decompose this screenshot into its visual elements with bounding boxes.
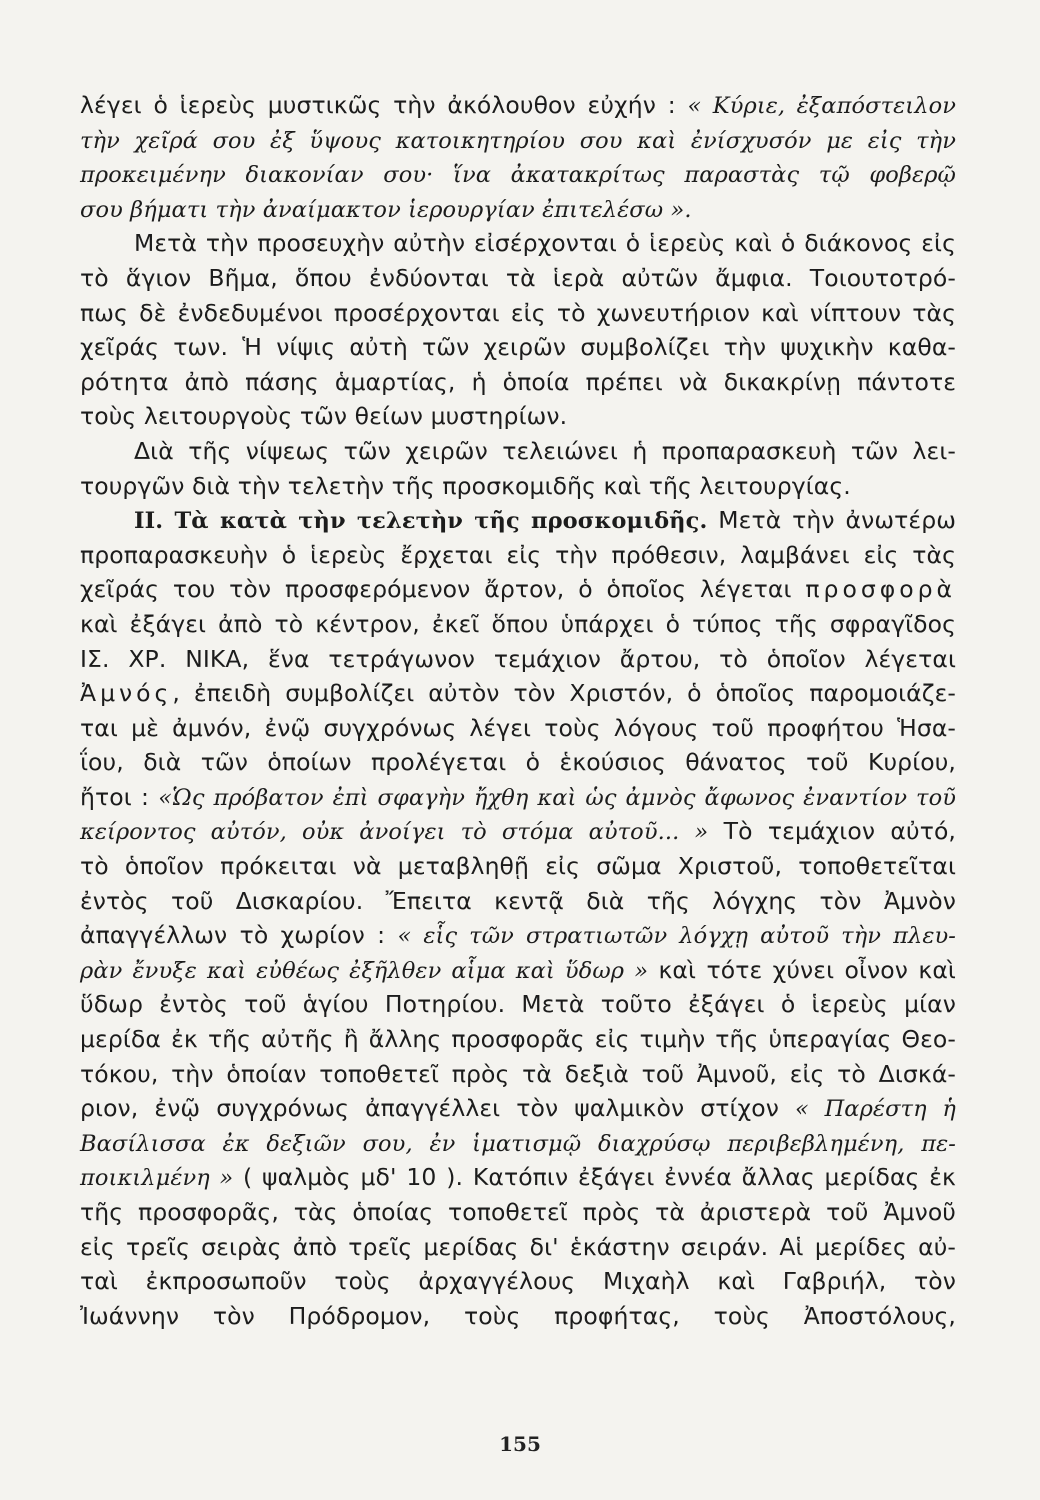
text-segment: Τὸ τεμάχιον αὐτό, <box>708 817 956 846</box>
text-line <box>80 1264 956 1299</box>
quotation-text: κείροντος αὐτόν, οὐκ ἀνοίγει τὸ στόμα αὐτοῦ... » <box>80 819 709 846</box>
text-segment: ριον, ἐνῷ συγχρόνως ἀπαγγέλλει τὸν ψαλμικὸν στίχον <box>80 1094 795 1123</box>
text-segment: Μετὰ τὴν ἀνωτέρω <box>707 506 956 535</box>
text-line <box>80 538 956 573</box>
body-text <box>80 88 956 1333</box>
text-line <box>80 884 956 919</box>
text-line <box>80 642 956 677</box>
text-segment: τουργῶν διὰ τὴν τελετὴν τῆς προσκομιδῆς καὶ τῆς λειτουργίας. <box>80 471 851 500</box>
section-heading: ΙΙ. Τὰ κατὰ τὴν τελετὴν τῆς προσκομιδῆς. <box>134 508 708 535</box>
text-segment: ται μὲ ἀμνόν, ἐνῷ συγχρόνως λέγει τοὺς λόγους τοῦ προφήτου Ἡσα- <box>80 713 956 742</box>
quotation-text: Βασίλισσα ἐκ δεξιῶν σου, ἐν ἱματισμῷ διαχρύσῳ περιβεβλημένη, πε- <box>80 1130 956 1157</box>
quotation-text: « Παρέστη ἡ <box>794 1096 957 1123</box>
text-segment: προπαρασκευὴν ὁ ἱερεὺς ἔρχεται εἰς τὴν πρόθεσιν, λαμβάνει εἰς τὰς <box>80 540 956 569</box>
quotation-text: « Κύριε, ἐξαπόστειλον <box>687 93 956 119</box>
quotation-text: « εἷς τῶν στρατιωτῶν λόγχῃ αὐτοῦ τὴν πλευ- <box>397 923 956 950</box>
text-segment: εἰς τρεῖς σειρὰς ἀπὸ τρεῖς μερίδας δι' ἑκάστην σειράν. Αἱ μερίδες αὐ- <box>80 1232 956 1261</box>
text-line <box>80 296 956 331</box>
text-segment: χεῖράς του τὸν προσφερόμενον ἄρτον, ὁ ὁποῖος λέγεται <box>80 575 806 604</box>
quotation-text: προκειμένην διακονίαν σου· ἵνα ἀκατακρίτως παραστὰς τῷ φοβερῷ <box>80 162 956 189</box>
text-segment: τὸ ὁποῖον πρόκειται νὰ μεταβληθῇ εἰς σῶμα Χριστοῦ, τοποθετεῖται <box>80 852 956 881</box>
text-line <box>80 918 956 953</box>
text-line <box>80 503 956 538</box>
text-line <box>80 469 956 504</box>
quotation-text: ποικιλμένη » <box>80 1165 234 1192</box>
text-segment: μερίδα ἐκ τῆς αὐτῆς ἢ ἄλλης προσφορᾶς εἰς τιμὴν τῆς ὑπεραγίας Θεο- <box>80 1025 956 1054</box>
text-segment: ὕδωρ ἐντὸς τοῦ ἁγίου Ποτηρίου. Μετὰ τοῦτο ἐξάγει ὁ ἱερεὺς μίαν <box>80 990 956 1019</box>
text-line <box>80 987 956 1022</box>
text-line <box>80 330 956 365</box>
text-line <box>80 953 956 988</box>
text-segment: καὶ τότε χύνει οἶνον καὶ <box>648 955 956 984</box>
text-segment: ΙΣ. ΧΡ. ΝΙΚΑ, ἕνα τετράγωνον τεμάχιον ἄρτου, τὸ ὁποῖον λέγεται <box>80 644 956 673</box>
text-line <box>80 1195 956 1230</box>
text-segment: ἤτοι : <box>80 782 159 811</box>
quotation-text: «Ὡς πρόβατον ἐπὶ σφαγὴν ἤχθη καὶ ὡς ἀμνὸς ἄφωνος ἐναντίον τοῦ <box>158 784 956 811</box>
text-segment: ταὶ ἐκπροσωποῦν τοὺς ἀρχαγγέλους Μιχαὴλ καὶ Γαβριήλ, τὸν <box>80 1267 956 1296</box>
text-segment: , ἐπειδὴ συμβολίζει αὐτὸν τὸν Χριστόν, ὁ ὁποῖος παρομοιάζε- <box>172 679 956 708</box>
text-line <box>80 365 956 400</box>
text-line <box>80 1091 956 1126</box>
text-line <box>80 192 956 227</box>
text-segment: προσφορὰ <box>805 575 956 604</box>
text-segment: Ἀμνός <box>80 679 173 708</box>
text-line <box>80 711 956 746</box>
text-segment: χεῖράς των. Ἡ νίψις αὐτὴ τῶν χειρῶν συμβολίζει τὴν ψυχικὴν καθα- <box>80 333 956 362</box>
text-line <box>80 1230 956 1265</box>
quotation-text: ρὰν ἔνυξε καὶ εὐθέως ἐξῆλθεν αἷμα καὶ ὕδωρ » <box>80 957 649 984</box>
text-segment: Διὰ τῆς νίψεως τῶν χειρῶν τελειώνει ἡ προπαρασκευὴ τῶν λει- <box>134 436 956 465</box>
quotation-text: σου βήματι τὴν ἀναίμακτον ἱερουργίαν ἐπιτελέσω ». <box>80 196 692 223</box>
text-line <box>80 434 956 469</box>
text-line <box>80 849 956 884</box>
text-segment: καὶ ἐξάγει ἀπὸ τὸ κέντρον, ἐκεῖ ὅπου ὑπάρχει ὁ τύπος τῆς σφραγῖδος <box>80 609 956 638</box>
text-segment: ἐντὸς τοῦ Δισκαρίου. Ἔπειτα κεντᾷ διὰ τῆς λόγχης τὸν Ἀμνὸν <box>80 886 956 915</box>
text-line <box>80 157 956 192</box>
text-line <box>80 780 956 815</box>
text-segment: Μετὰ τὴν προσευχὴν αὐτὴν εἰσέρχονται ὁ ἱερεὺς καὶ ὁ διάκονος εἰς <box>134 229 956 258</box>
text-line <box>80 226 956 261</box>
quotation-text: τὴν χεῖρά σου ἐξ ὕψους κατοικητηρίου σου καὶ ἐνίσχυσόν με εἰς τὴν <box>80 127 956 154</box>
text-line <box>80 1299 956 1334</box>
text-line <box>80 814 956 849</box>
text-segment: ΐου, διὰ τῶν ὁποίων προλέγεται ὁ ἑκούσιος θάνατος τοῦ Κυρίου, <box>80 748 956 777</box>
text-line <box>80 1057 956 1092</box>
text-segment: τῆς προσφορᾶς, τὰς ὁποίας τοποθετεῖ πρὸς τὰ ἀριστερὰ τοῦ Ἀμνοῦ <box>80 1198 956 1226</box>
text-line <box>80 261 956 296</box>
text-line <box>80 676 956 711</box>
text-segment: λέγει ὁ ἱερεὺς μυστικῶς τὴν ἀκόλουθον εὐχήν : <box>80 91 688 119</box>
text-line <box>80 123 956 158</box>
text-line <box>80 1126 956 1161</box>
text-line <box>80 607 956 642</box>
text-segment: πως δὲ ἐνδεδυμένοι προσέρχονται εἰς τὸ χωνευτήριον καὶ νίπτουν τὰς <box>80 298 956 327</box>
text-segment: τοὺς λειτουργοὺς τῶν θείων μυστηρίων. <box>80 402 568 431</box>
text-segment: ἀπαγγέλλων τὸ χωρίον : <box>80 921 398 950</box>
text-segment: ( ψαλμὸς μδ' 10 ). Κατόπιν ἐξάγει ἐννέα ἄλλας μερίδας ἐκ <box>233 1163 956 1192</box>
text-line <box>80 88 956 123</box>
text-line <box>80 1160 956 1195</box>
text-line <box>80 1022 956 1057</box>
text-line <box>80 572 956 607</box>
text-segment: ρότητα ἀπὸ πάσης ἁμαρτίας, ἡ ὁποία πρέπει νὰ δικακρίνῃ πάντοτε <box>80 367 956 396</box>
page-number: 155 <box>499 1432 541 1456</box>
text-segment: Ἰωάννην τὸν Πρόδρομον, τοὺς προφήτας, τοὺς Ἀποστόλους, <box>80 1301 956 1330</box>
text-segment: τὸ ἅγιον Βῆμα, ὅπου ἐνδύονται τὰ ἱερὰ αὐτῶν ἄμφια. Τοιουτοτρό- <box>80 263 956 292</box>
text-segment: τόκου, τὴν ὁποίαν τοποθετεῖ πρὸς τὰ δεξιὰ τοῦ Ἀμνοῦ, εἰς τὸ Δισκά- <box>80 1059 956 1088</box>
text-line <box>80 745 956 780</box>
text-line <box>80 399 956 434</box>
